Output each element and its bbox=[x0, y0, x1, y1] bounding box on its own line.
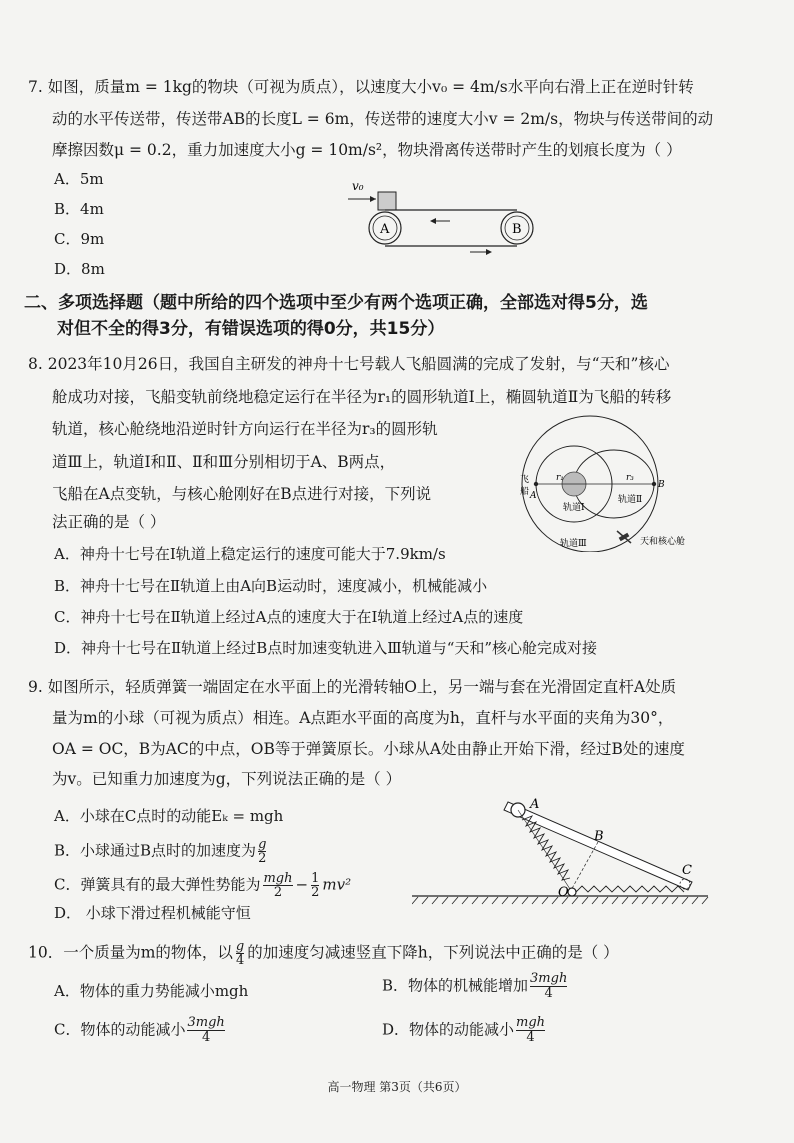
r1-label: r₁ bbox=[556, 473, 564, 483]
q10-option-a: A．物体的重力势能减小mgh bbox=[54, 982, 249, 1000]
q10-option-b-fraction bbox=[530, 972, 567, 1001]
label-c: C bbox=[682, 863, 692, 878]
q9-option-c-fraction-2 bbox=[311, 872, 319, 899]
point-b-label: B bbox=[658, 480, 665, 490]
label-o: O bbox=[558, 885, 569, 900]
frac-den: 4 bbox=[201, 1030, 211, 1045]
q9-line-1: 9. 如图所示，轻质弹簧一端固定在水平面上的光滑转轴O上，另一端与套在光滑固定直杆A处质 bbox=[28, 678, 677, 696]
q9-line-2: 量为m的小球（可视为质点）相连。A点距水平面的高度为h，直杆与水平面的夹角为30°， bbox=[52, 709, 674, 727]
q7-option-c: C．9m bbox=[54, 230, 105, 248]
frac-num: 3mgh bbox=[530, 971, 568, 986]
frac-den: 2 bbox=[258, 851, 267, 866]
q8-line-3: 轨道，核心舱绕地沿逆时针方向运行在半径为r₃的圆形轨 bbox=[52, 420, 438, 438]
q8-line-5: 飞船在A点变轨，与核心舱刚好在B点进行对接，下列说 bbox=[52, 485, 432, 503]
q9-option-c-text: C．弹簧具有的最大弹性势能为 bbox=[54, 875, 261, 894]
frac-num: mgh bbox=[263, 871, 293, 886]
frac-num: 1 bbox=[311, 871, 320, 886]
q7-line-3: 摩擦因数μ = 0.2，重力加速度大小g = 10m/s²，物块滑离传送带时产生的划痕长度为（ ） bbox=[52, 141, 682, 159]
orbit-figure bbox=[508, 412, 698, 552]
q8-option-d: D．神舟十七号在Ⅱ轨道上经过B点时加速变轨进入Ⅲ轨道与“天和”核心舱完成对接 bbox=[54, 639, 598, 657]
q10-option-b bbox=[382, 972, 567, 1001]
q8-option-a: A．神舟十七号在Ⅰ轨道上稳定运行的速度可能大于7.9km/s bbox=[54, 545, 446, 563]
q10-fraction bbox=[236, 940, 244, 967]
q10-option-c-text: C．物体的动能减小 bbox=[54, 1020, 186, 1039]
q10-option-c-fraction bbox=[187, 1016, 224, 1045]
q8-line-6: 法正确的是（ ） bbox=[52, 513, 166, 531]
frac-den: 2 bbox=[311, 885, 320, 900]
frac-den: 4 bbox=[526, 1030, 535, 1045]
q10-option-b-text: B．物体的机械能增加 bbox=[382, 976, 529, 995]
q9-option-b bbox=[54, 838, 266, 865]
belt-bottom-arrow bbox=[486, 249, 492, 255]
spring-rod-figure bbox=[412, 796, 712, 908]
ship-label-1: 飞 bbox=[520, 475, 530, 485]
orbit-2-label: 轨道Ⅱ bbox=[618, 495, 643, 505]
rod bbox=[504, 802, 692, 890]
q8-line-4: 道Ⅲ上，轨道Ⅰ和Ⅱ、Ⅱ和Ⅲ分别相切于A、B两点， bbox=[52, 453, 396, 471]
q9-option-c-fraction-1 bbox=[263, 872, 292, 899]
section-2-title-line-1: 二、多项选择题（题中所给的四个选项中至少有两个选项正确，全部选对得5分，选 bbox=[24, 293, 648, 313]
q8-option-c: C．神舟十七号在Ⅱ轨道上经过A点的速度大于在Ⅰ轨道上经过A点的速度 bbox=[54, 608, 524, 626]
v0-label: v₀ bbox=[352, 179, 364, 193]
q9-option-b-text: B．小球通过B点时的加速度为 bbox=[54, 841, 257, 860]
minus-sign: − bbox=[295, 875, 309, 894]
ship-label-2: 船 bbox=[520, 487, 530, 497]
orbit-1-label: 轨道Ⅰ bbox=[563, 503, 585, 513]
q10-option-d-fraction bbox=[516, 1016, 545, 1045]
q10-option-d-text: D．物体的动能减小 bbox=[382, 1020, 515, 1039]
spring-oc bbox=[576, 886, 684, 892]
label-a: A bbox=[530, 797, 540, 812]
q10-stem-suffix: 的加速度匀减速竖直下降h，下列说法中正确的是（ ） bbox=[247, 943, 619, 962]
q7-option-a: A．5m bbox=[54, 170, 104, 188]
q8-line-1: 8. 2023年10月26日，我国自主研发的神舟十七号载人飞船圆满的完成了发射，与“天和”核心 bbox=[28, 355, 670, 373]
q10-stem bbox=[28, 940, 619, 967]
q9-line-3: OA = OC，B为AC的中点，OB等于弹簧原长。小球从A处由静止开始下滑，经过B处的速度 bbox=[52, 740, 685, 758]
q7-option-d: D．8m bbox=[54, 260, 105, 278]
label-b: B bbox=[594, 829, 604, 844]
q7-line-1: 7. 如图，质量m = 1kg的物块（可视为质点），以速度大小v₀ = 4m/s水平向右滑上正在逆时针转 bbox=[28, 78, 694, 96]
wheel-a-label: A bbox=[380, 222, 390, 237]
q9-option-c bbox=[54, 872, 351, 899]
station-label: 天和核心舱 bbox=[640, 537, 686, 547]
block bbox=[378, 192, 396, 210]
q9-option-b-fraction bbox=[258, 838, 266, 865]
pivot-o bbox=[568, 888, 576, 896]
section-2-title-line-2: 对但不全的得3分，有错误选项的得0分，共15分） bbox=[57, 319, 445, 339]
r3-label: r₃ bbox=[626, 473, 634, 483]
q9-line-4: 为v。已知重力加速度为g，下列说法正确的是（ ） bbox=[52, 770, 402, 788]
frac-den: 2 bbox=[273, 885, 283, 900]
wheel-b-label: B bbox=[512, 222, 522, 237]
frac-den: 4 bbox=[235, 953, 245, 968]
q7-line-2: 动的水平传送带，传送带AB的长度L = 6m，传送带的速度大小v = 2m/s，物块与传送带间的动 bbox=[52, 110, 714, 128]
space-station-icon bbox=[617, 531, 631, 543]
frac-num: mgh bbox=[516, 1015, 546, 1030]
q7-option-b: B．4m bbox=[54, 200, 104, 218]
conveyor-belt-figure bbox=[340, 172, 550, 262]
frac-num: g bbox=[235, 939, 245, 954]
q9-option-d: D． 小球下滑过程机械能守恒 bbox=[54, 904, 251, 922]
belt-top-arrow bbox=[430, 218, 436, 224]
q9-option-c-tail: mv² bbox=[322, 875, 352, 894]
q8-line-2: 舱成功对接，飞船变轨前绕地稳定运行在半径为r₁的圆形轨道Ⅰ上，椭圆轨道Ⅱ为飞船的转移 bbox=[52, 388, 672, 406]
orbit-3-label: 轨道Ⅲ bbox=[560, 539, 587, 549]
q9-option-a: A．小球在C点时的动能Eₖ = mgh bbox=[54, 807, 284, 825]
q8-option-b: B．神舟十七号在Ⅱ轨道上由A向B运动时，速度减小，机械能减小 bbox=[54, 577, 488, 595]
frac-num: 3mgh bbox=[187, 1015, 225, 1030]
q10-stem-prefix: 10．一个质量为m的物体，以 bbox=[28, 943, 233, 962]
frac-den: 4 bbox=[544, 986, 553, 1001]
point-a-label: A bbox=[530, 491, 537, 501]
page-footer: 高一物理 第3页（共6页） bbox=[327, 1080, 467, 1094]
q10-option-c bbox=[54, 1016, 225, 1045]
frac-num: g bbox=[258, 837, 267, 852]
q10-option-d bbox=[382, 1016, 545, 1045]
